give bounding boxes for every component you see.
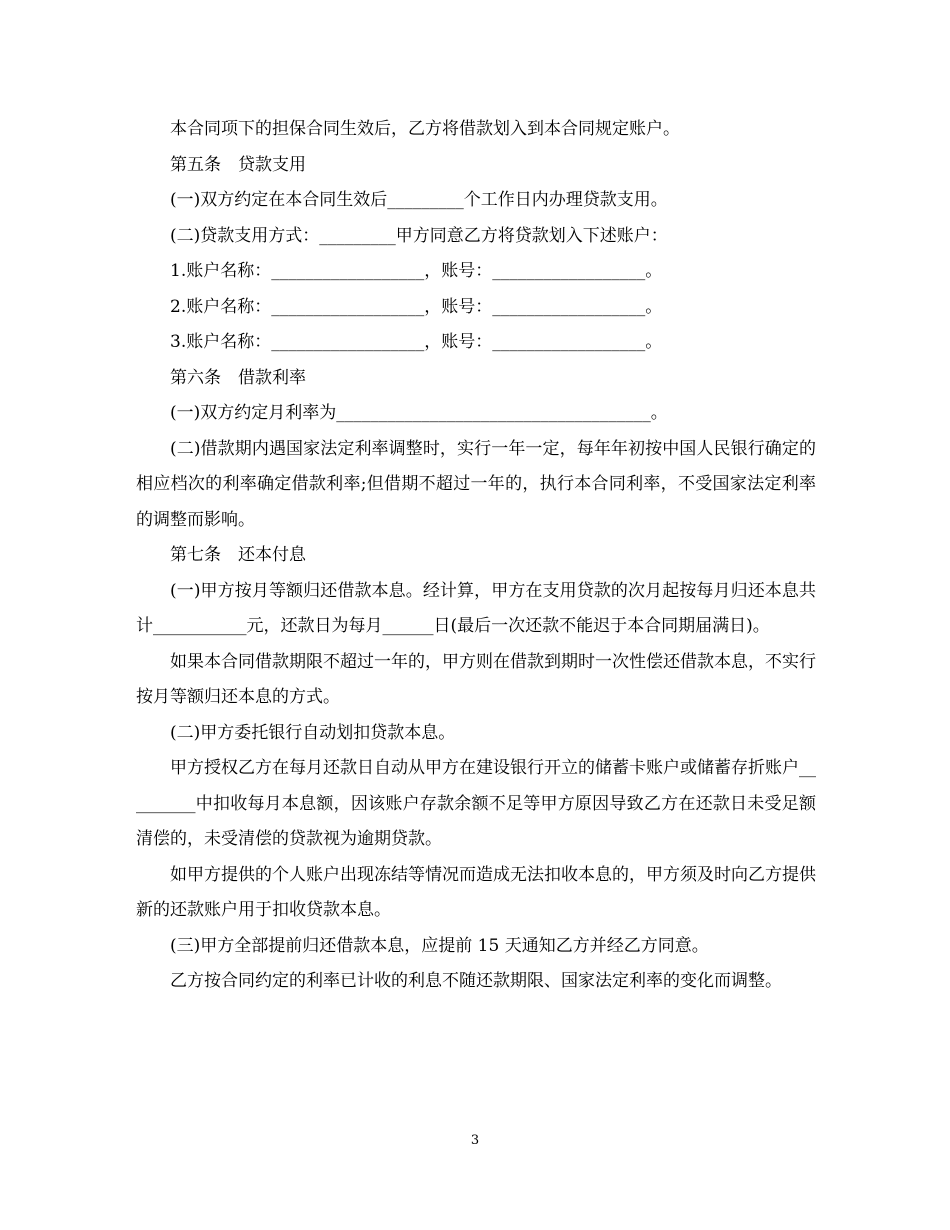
paragraph-9: (一)双方约定月利率为_____________________________________。 [170,403,668,423]
paragraph-14: (二)甲方委托银行自动划扣贷款本息。 [170,722,456,743]
paragraph-3: (一)双方约定在本合同生效后_________个工作日内办理贷款支用。 [170,190,668,210]
paragraph-12: (一)甲方按月等额归还借款本息。经计算，甲方在支用贷款的次月起按每月归还本息共计___________元，还款日为每月______日(最后一次还款不能迟于本合同期届满日)。 [136,580,816,636]
article-7-heading: 第七条 还本付息 [170,545,306,565]
paragraph-18: 乙方按合同约定的利率已计收的利息不随还款期限、国家法定利率的变化而调整。 [170,971,782,991]
paragraph-10: (二)借款期内遇国家法定利率调整时，实行一年一定，每年年初按中国人民银行确定的相应档次的利率确定借款利率;但借期不超过一年的，执行本合同利率，不受国家法定利率的调整而影响。 [136,438,816,530]
paragraph-4: (二)贷款支用方式：_________甲方同意乙方将贷款划入下述账户： [170,225,668,246]
paragraph-15: 甲方授权乙方在每月还款日自动从甲方在建设银行开立的储蓄卡账户或储蓄存折账户_________中扣收每月本息额，因该账户存款余额不足等甲方原因导致乙方在还款日未受足额清偿的，未受清偿的贷款视为逾期贷款。 [136,758,816,849]
paragraph-16: 如甲方提供的个人账户出现冻结等情况而造成无法扣收本息的，甲方须及时向乙方提供新的还款账户用于扣收贷款本息。 [136,864,816,920]
page-number: 3 [470,1133,480,1148]
document-body [136,112,816,1000]
paragraph-1: 本合同项下的担保合同生效后，乙方将借款划入到本合同规定账户。 [170,119,680,139]
article-6-heading: 第六条 借款利率 [170,367,306,388]
account-line-1: 1.账户名称：__________________，账号：__________________。 [170,261,663,281]
paragraph-13: 如果本合同借款期限不超过一年的，甲方则在借款到期时一次性偿还借款本息，不实行按月等额归还本息的方式。 [136,651,816,707]
paragraph-17: (三)甲方全部提前归还借款本息，应提前 15 天通知乙方并经乙方同意。 [170,935,709,956]
article-5-heading: 第五条 贷款支用 [170,154,306,175]
account-line-3: 3.账户名称：__________________，账号：__________________。 [170,332,663,352]
account-line-2: 2.账户名称：__________________，账号：__________________。 [170,296,663,317]
